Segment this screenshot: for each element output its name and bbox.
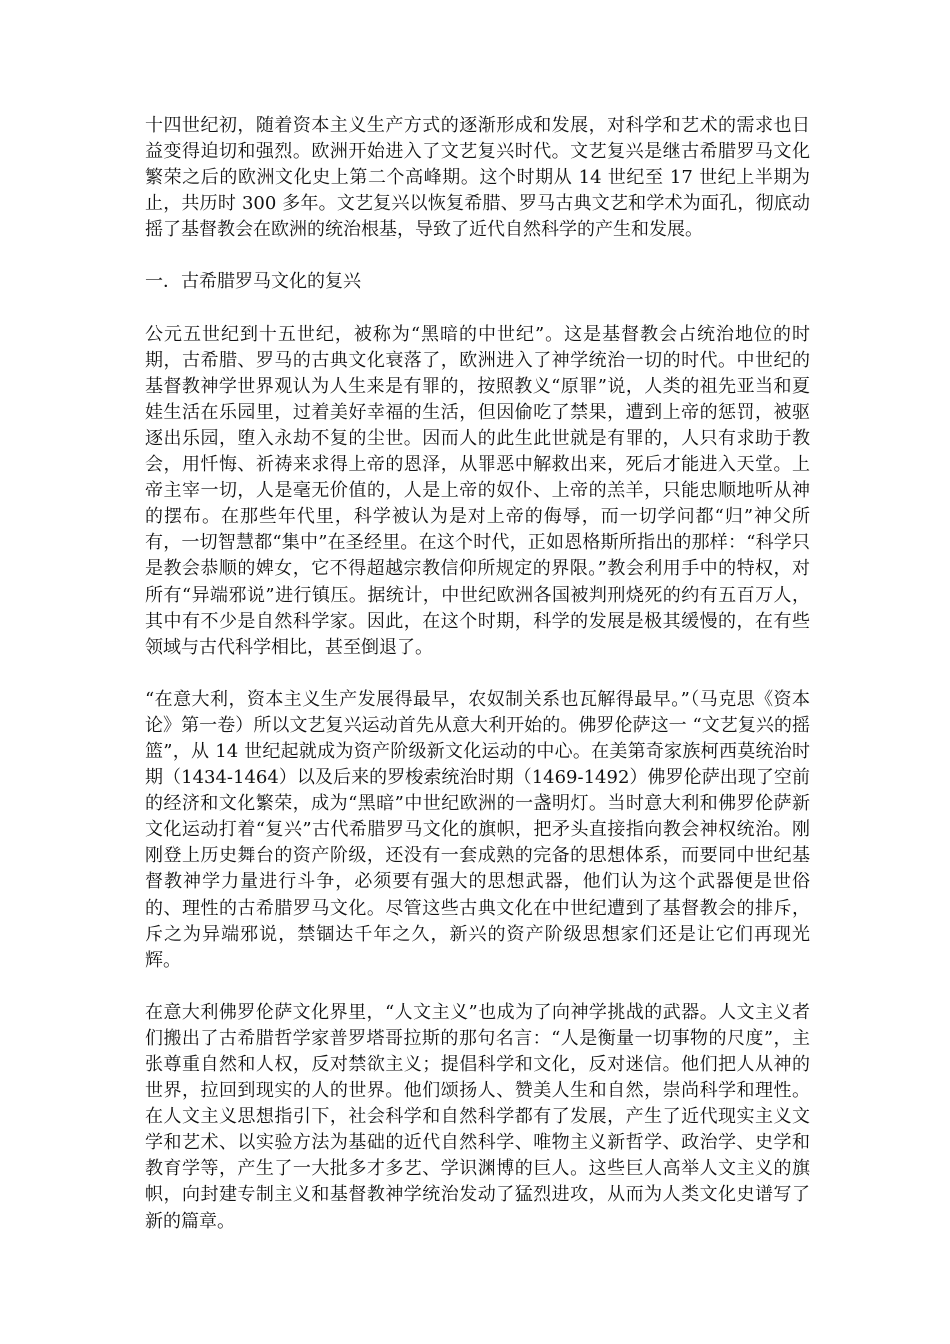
section-heading: 一．古希腊罗马文化的复兴 (145, 271, 361, 293)
paragraph-spacer (145, 661, 810, 687)
paragraph-dark-ages: 公元五世纪到十五世纪，被称为“黑暗的中世纪”。这是基督教会占统治地位的时期，古希腊、罗马的古典文化衰落了，欧洲进入了神学统治一切的时代。中世纪的基督教神学世界观认为人生来是有罪的，按照教义“原罪”说，人类的祖先亚当和夏娃生活在乐园里，过着美好幸福的生活，但因偷吃了禁果，遭到上帝的惩罚，被驱逐出乐园，堕入永劫不复的尘世。因而人的此生此世就是有罪的，人只有求助于教会，用忏悔、祈祷来求得上帝的恩泽，从罪恶中解救出来，死后才能进入天堂。上帝主宰一切，人是毫无价值的，人是上帝的奴仆、上帝的羔羊，只能忠顺地听从神的摆布。在那些年代里，科学被认为是对上帝的侮辱，而一切学问都“归”神父所有，一切智慧都“集中”在圣经里。在这个时代，正如恩格斯所指出的那样：“科学只是教会恭顺的婢女，它不得超越宗教信仰所规定的界限。”教会利用手中的特权，对所有“异端邪说”进行镇压。据统计，中世纪欧洲各国被判刑烧死的约有五百万人，其中有不少是自然科学家。因此，在这个时期，科学的发展是极其缓慢的，在有些领域与古代科学相比，甚至倒退了。 (145, 323, 810, 658)
paragraph-italy: “在意大利，资本主义生产发展得最早，农奴制关系也瓦解得最早。”（马克思《资本论》第一卷）所以文艺复兴运动首先从意大利开始的。佛罗伦萨这一 “文艺复兴的摇篮”，从 14 世纪起就成为资产阶级新文化运动的中心。在美第奇家族柯西莫统治时期（1434-1464）以及后来的罗梭索统治时期（1469-1492）佛罗伦萨出现了空前的经济和文化繁荣，成为“黑暗”中世纪欧洲的一盏明灯。当时意大利和佛罗伦萨新文化运动打着“复兴”古代希腊罗马文化的旗帜，把矛头直接指向教会神权统治。刚刚登上历史舞台的资产阶级，还没有一套成熟的完备的思想体系，而要同中世纪基督教神学力量进行斗争，必须要有强大的思想武器，他们认为这个武器便是世俗的、理性的古希腊罗马文化。尽管这些古典文化在中世纪遭到了基督教会的排斥，斥之为异端邪说，禁锢达千年之久，新兴的资产阶级思想家们还是让它们再现光辉。 (145, 688, 810, 971)
paragraph-intro: 十四世纪初，随着资本主义生产方式的逐渐形成和发展，对科学和艺术的需求也日益变得迫切和强烈。欧洲开始进入了文艺复兴时代。文艺复兴是继古希腊罗马文化繁荣之后的欧洲文化史上第二个高峰期。这个时期从 14 世纪至 17 世纪上半期为止，共历时 300 多年。文艺复兴以恢复希腊、罗马古典文艺和学术为面孔，彻底动摇了基督教会在欧洲的统治根基，导致了近代自然科学的产生和发展。 (145, 115, 810, 241)
paragraph-spacer (145, 974, 810, 1000)
paragraph-humanism: 在意大利佛罗伦萨文化界里，“人文主义”也成为了向神学挑战的武器。人文主义者们搬出了古希腊哲学家普罗塔哥拉斯的那句名言：“人是衡量一切事物的尺度”，主张尊重自然和人权，反对禁欲主义；提倡科学和文化，反对迷信。他们把人从神的世界，拉回到现实的人的世界。他们颂扬人、赞美人生和自然，崇尚科学和理性。在人文主义思想指引下，社会科学和自然科学都有了发展，产生了近代现实主义文学和艺术、以实验方法为基础的近代自然科学、唯物主义新哲学、政治学、史学和教育学等，产生了一大批多才多艺、学识渊博的巨人。这些巨人高举人文主义的旗帜，向封建专制主义和基督教神学统治发动了猛烈进攻，从而为人类文化史谱写了新的篇章。 (145, 1001, 810, 1232)
paragraph-spacer (145, 296, 810, 322)
document-page (145, 113, 810, 1235)
paragraph-spacer (145, 243, 810, 269)
